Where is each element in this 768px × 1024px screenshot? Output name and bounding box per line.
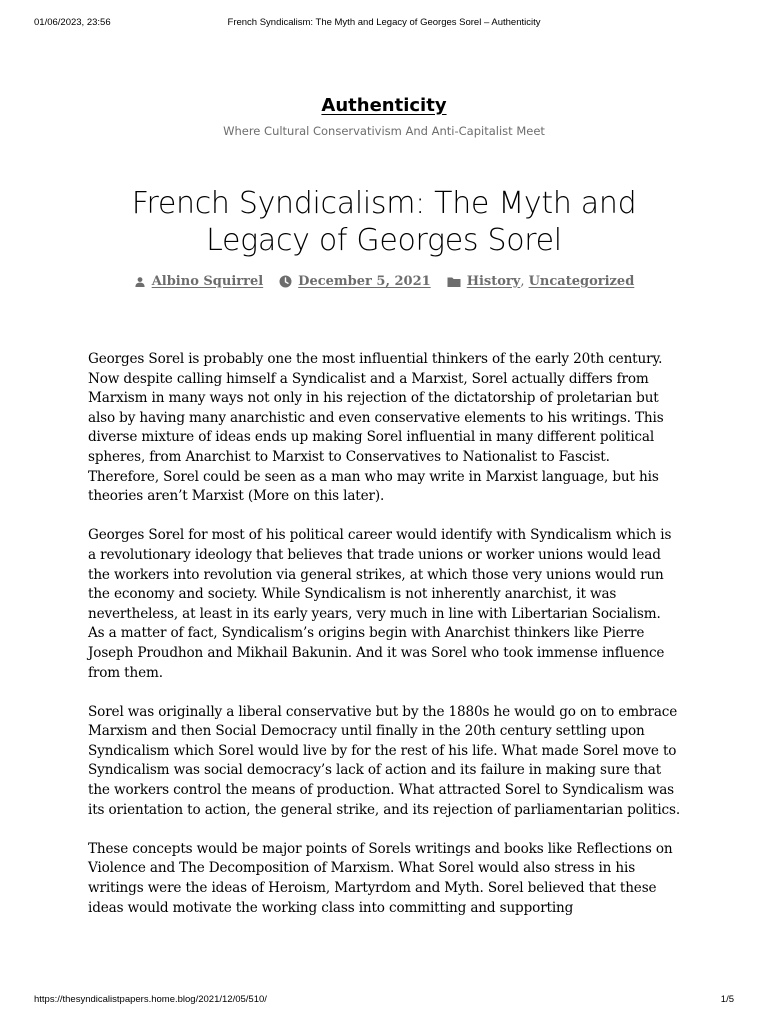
paragraph: These concepts would be major points of Sorels writings and books like Reflections on Violence and The Decomposition of Marxism. What Sorel would also stress in his writings were the ideas of Heroism, Martyrdom and Myth. Sorel believed that these ideas would motivate the working class into committing and supporting: [88, 840, 673, 916]
post-categories: [447, 274, 635, 289]
category-link-uncategorized[interactable]: Uncategorized: [528, 274, 635, 289]
person-icon: [134, 276, 146, 288]
post-meta: [0, 274, 768, 289]
post-date: [279, 274, 431, 289]
clock-icon: [279, 275, 292, 288]
page-number: 1/5: [720, 994, 734, 1005]
print-url: https://thesyndicalistpapers.home.blog/2021/12/05/510/: [34, 994, 267, 1005]
paragraph: Georges Sorel for most of his political career would identify with Syndicalism which is a revolutionary ideology that believes that trade unions or worker unions would lead the workers into revolution via general strikes, at which those very unions would run the economy and society. While Syndicalism is not inherently anarchist, it was nevertheless, at least in its early years, very much in line with Libertarian Socialism. As a matter of fact, Syndicalism’s origins begin with Anarchist thinkers like Pierre Joseph Proudhon and Mikhail Bakunin. And it was Sorel who took immense influence from them.: [88, 527, 672, 681]
post-title: French Syndicalism: The Myth and Legacy of Georges Sorel: [131, 186, 637, 258]
paragraph: Georges Sorel is probably one the most influential thinkers of the early 20th century. Now despite calling himself a Syndicalist and a Marxist, Sorel actually differs from Marxism in many ways not only in his rejection of the dictatorship of proletarian but also by having many anarchistic and even conservative elements to his writings. This diverse mixture of ideas ends up making Sorel influential in many different political spheres, from Anarchist to Marxist to Conservatives to Nationalist to Fascist. Therefore, Sorel could be seen as a man who may write in Marxist language, but his theories aren’t Marxist (More on this later).: [88, 351, 664, 505]
site-description: Where Cultural Conservativism And Anti-Capitalist Meet: [223, 124, 545, 138]
paragraph: Sorel was originally a liberal conservative but by the 1880s he would go on to embrace Marxism and then Social Democracy until finally in the 20th century settling upon Syndicalism which Sorel would live by for the rest of his life. What made Sorel move to Syndicalism was social democracy’s lack of action and its failure in making sure that the workers control the means of production. What attracted Sorel to Syndicalism was its orientation to action, the general strike, and its rejection of parliamentarian politics.: [88, 703, 681, 818]
print-datetime: 01/06/2023, 23:56: [34, 17, 111, 28]
site-title-link[interactable]: Authenticity: [321, 95, 447, 116]
print-footer: [0, 994, 768, 1008]
print-header: [0, 17, 768, 31]
category-link-history[interactable]: History: [466, 274, 521, 289]
folder-icon: [447, 276, 461, 288]
category-separator: ,: [520, 274, 525, 289]
post-content: [88, 350, 680, 938]
author-link[interactable]: Albino Squirrel: [151, 274, 264, 289]
date-link[interactable]: December 5, 2021: [298, 274, 431, 289]
print-page-title: French Syndicalism: The Myth and Legacy of Georges Sorel – Authenticity: [227, 17, 541, 28]
post-author: [134, 274, 263, 289]
